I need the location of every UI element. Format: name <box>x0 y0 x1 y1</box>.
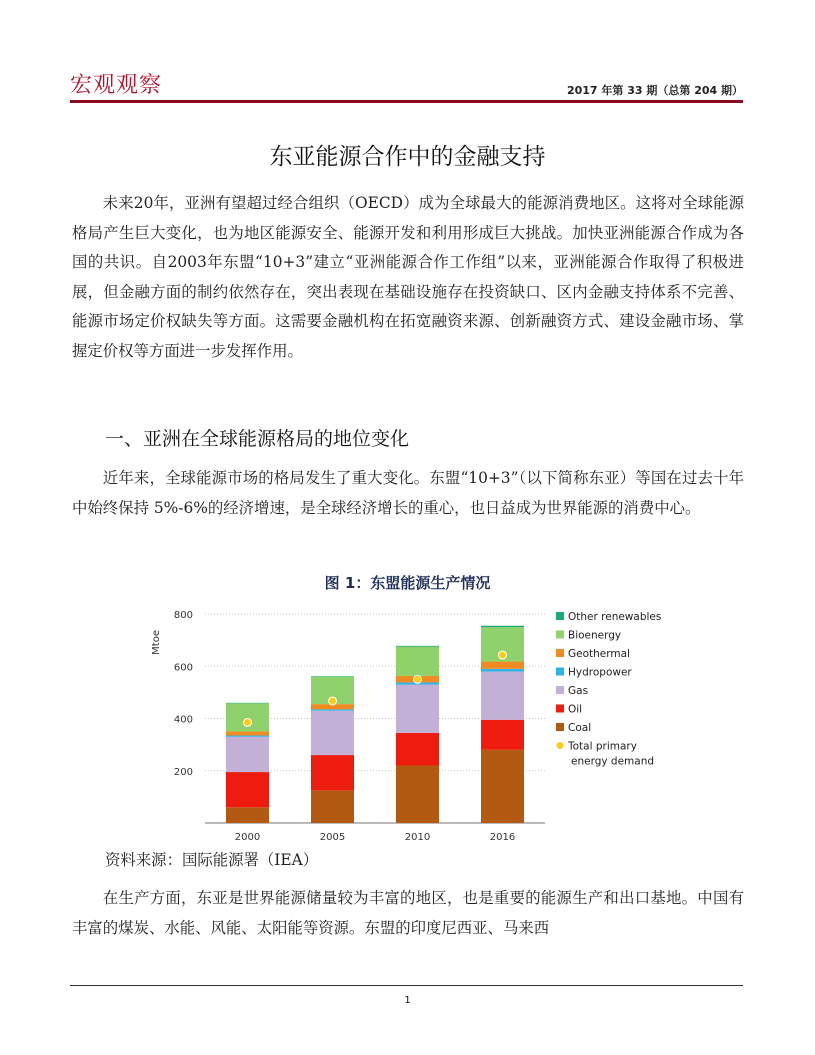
page-number: 1 <box>404 995 411 1006</box>
bar-segment-other-renewables <box>481 626 524 627</box>
demand-marker <box>244 718 252 726</box>
bar-segment-coal <box>481 750 524 823</box>
legend-label: Gas <box>568 685 589 697</box>
bar-segment-bioenergy <box>396 647 439 676</box>
y-tick-label: 200 <box>173 766 193 778</box>
y-tick-label: 600 <box>173 662 193 674</box>
bar-segment-hydropower <box>311 709 354 710</box>
bar-segment-oil <box>226 772 269 807</box>
bar-segment-coal <box>311 790 354 823</box>
legend-label: energy demand <box>571 755 655 768</box>
energy-production-chart <box>140 600 670 845</box>
bar-segment-gas <box>481 671 524 719</box>
x-tick-label: 2010 <box>404 832 431 843</box>
bar-segment-oil <box>396 733 439 766</box>
legend-label: Total primary <box>568 740 637 753</box>
bar-segment-hydropower <box>481 669 524 672</box>
bar-segment-other-renewables <box>226 703 269 704</box>
figure-caption: 图 1：东盟能源生产情况 <box>324 574 491 592</box>
legend-swatch <box>556 649 564 657</box>
y-axis-label: Mtoe <box>151 630 162 655</box>
x-tick-label: 2016 <box>489 832 516 843</box>
header-brand: 宏观观察 <box>70 73 163 98</box>
bar-segment-coal <box>396 766 439 823</box>
demand-marker <box>499 651 507 659</box>
legend-swatch <box>556 668 564 676</box>
bar-segment-coal <box>226 807 269 823</box>
bar-segment-geothermal <box>226 732 269 736</box>
legend-label: Bioenergy <box>568 629 622 642</box>
body-paragraph: 近年来，全球能源市场的格局发生了重大变化。东盟“10+3”（以下简称东亚）等国在过去十年中始终保持 5%-6%的经济增速，是全球经济增长的重心，也日益成为世界能源的消费中心。 <box>72 469 744 517</box>
x-tick-label: 2000 <box>234 832 261 843</box>
bar-segment-bioenergy <box>226 703 269 731</box>
legend-swatch <box>557 742 564 749</box>
bar-segment-gas <box>396 685 439 733</box>
y-tick-label: 400 <box>173 714 193 726</box>
header-issue-number: 2017 年第 33 期（总第 204 期） <box>566 84 743 97</box>
bar-segment-geothermal <box>481 662 524 669</box>
demand-marker <box>329 697 337 705</box>
footer-divider <box>70 985 743 986</box>
bar-segment-other-renewables <box>396 646 439 647</box>
section-heading: 一、亚洲在全球能源格局的地位变化 <box>105 428 410 450</box>
legend-label: Hydropower <box>568 666 632 679</box>
bar-segment-other-renewables <box>311 676 354 677</box>
legend-label: Oil <box>568 703 583 716</box>
legend-swatch <box>556 631 564 639</box>
figure-source: 资料来源：国际能源署（IEA） <box>105 851 319 869</box>
intro-paragraph: 未来20年，亚洲有望超过经合组织（OECD）成为全球最大的能源消费地区。这将对全球能源格局产生巨大变化，也为地区能源安全、能源开发和利用形成巨大挑战。加快亚洲能源合作成为各国的共识。自2003年东盟“10+3”建立“亚洲能源合作工作组”以来，亚洲能源合作取得了积极进展，但金融方面的制约依然存在，突出表现在基础设施存在投资缺口、区内金融支持体系不完善、能源市场定价权缺失等方面。这需要金融机构在拓宽融资来源、创新融资方式、建设金融市场、掌握定价权等方面进一步发挥作用。 <box>72 194 744 360</box>
demand-marker <box>414 675 422 683</box>
legend-swatch <box>556 705 564 713</box>
legend-swatch <box>556 612 564 620</box>
legend-label: Geothermal <box>568 648 630 660</box>
body-paragraph: 在生产方面，东亚是世界能源储量较为丰富的地区，也是重要的能源生产和出口基地。中国有丰富的煤炭、水能、风能、太阳能等资源。东盟的印度尼西亚、马来西 <box>72 889 744 937</box>
bar-segment-oil <box>311 755 354 790</box>
y-tick-label: 800 <box>173 610 193 621</box>
legend-swatch <box>556 723 564 731</box>
article-title: 东亚能源合作中的金融支持 <box>269 144 546 170</box>
bar-segment-gas <box>311 711 354 755</box>
x-tick-label: 2005 <box>319 832 346 843</box>
legend-swatch <box>556 686 564 694</box>
legend-label: Other renewables <box>568 611 662 623</box>
bar-segment-oil <box>481 720 524 750</box>
bar-segment-hydropower <box>226 735 269 736</box>
bar-segment-gas <box>226 737 269 772</box>
header-divider <box>70 100 743 103</box>
legend-label: Coal <box>568 722 592 734</box>
